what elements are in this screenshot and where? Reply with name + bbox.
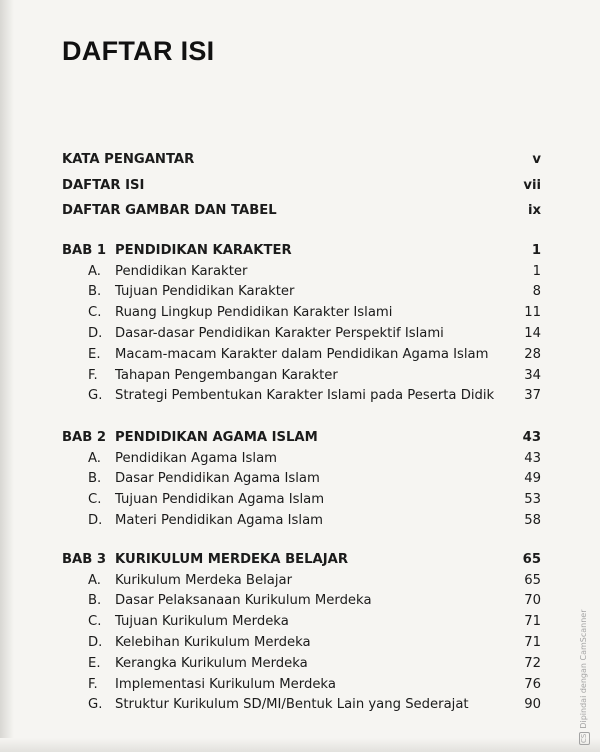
section-letter: A. bbox=[88, 450, 101, 466]
section-title: Dasar-dasar Pendidikan Karakter Perspektif Islami bbox=[115, 325, 444, 341]
toc-section-entry[interactable] bbox=[62, 366, 541, 386]
toc-section-entry[interactable] bbox=[62, 695, 541, 715]
toc-page-number: v bbox=[532, 152, 541, 167]
section-title: Implementasi Kurikulum Merdeka bbox=[115, 676, 336, 692]
toc-page-number: 53 bbox=[524, 492, 541, 508]
toc-section-entry[interactable] bbox=[62, 612, 541, 632]
section-title: Dasar Pendidikan Agama Islam bbox=[115, 471, 320, 487]
toc-entry-title: DAFTAR ISI bbox=[62, 177, 145, 193]
toc-section-entry[interactable] bbox=[62, 345, 541, 365]
section-letter: G. bbox=[88, 388, 103, 404]
toc-section-entry[interactable] bbox=[62, 282, 541, 302]
section-title: Tujuan Pendidikan Agama Islam bbox=[115, 492, 325, 508]
section-letter: D. bbox=[88, 634, 103, 650]
toc-page-number: 58 bbox=[524, 512, 541, 528]
section-title: Pendidikan Agama Islam bbox=[115, 450, 278, 466]
toc-page-number: 72 bbox=[524, 655, 541, 671]
toc-section-entry[interactable] bbox=[62, 571, 541, 591]
section-title: Kurikulum Merdeka Belajar bbox=[115, 572, 292, 588]
chapter-number: BAB 1 bbox=[62, 243, 107, 258]
section-letter: C. bbox=[88, 492, 102, 508]
section-letter: E. bbox=[88, 655, 101, 671]
section-title: Tujuan Pendidikan Karakter bbox=[115, 284, 295, 300]
chapter-number: BAB 3 bbox=[62, 552, 107, 567]
toc-page-number: 65 bbox=[524, 572, 541, 588]
section-title: Kerangka Kurikulum Merdeka bbox=[115, 655, 308, 671]
toc-page-number: 1 bbox=[532, 263, 541, 279]
section-title: Dasar Pelaksanaan Kurikulum Merdeka bbox=[115, 593, 372, 609]
chapter-title: KURIKULUM MERDEKA BELAJAR bbox=[115, 552, 349, 567]
toc-section-entry[interactable] bbox=[62, 490, 541, 510]
toc-page-number: 8 bbox=[532, 284, 541, 300]
toc-section-entry[interactable] bbox=[62, 469, 541, 489]
section-title: Macam-macam Karakter dalam Pendidikan Agama Islam bbox=[115, 346, 489, 362]
chapter-title: PENDIDIKAN KARAKTER bbox=[115, 243, 292, 258]
watermark-text: Dipindai dengan CamScanner bbox=[579, 609, 588, 729]
toc-section-entry[interactable] bbox=[62, 511, 541, 531]
toc-section-entry[interactable] bbox=[62, 633, 541, 653]
toc-entry-title: KATA PENGANTAR bbox=[62, 152, 195, 167]
section-letter: F. bbox=[88, 676, 98, 692]
toc-chapter-heading[interactable] bbox=[62, 428, 541, 448]
section-letter: G. bbox=[88, 697, 103, 713]
section-letter: D. bbox=[88, 325, 103, 341]
toc-page-number: vii bbox=[523, 177, 541, 193]
toc-front-entry[interactable] bbox=[62, 150, 541, 170]
camscanner-icon: CS bbox=[580, 733, 588, 743]
chapter-number: BAB 2 bbox=[62, 430, 107, 445]
section-title: Strategi Pembentukan Karakter Islami pada Peserta Didik bbox=[115, 388, 495, 404]
toc-chapter-heading[interactable] bbox=[62, 550, 541, 570]
toc-chapter-heading[interactable] bbox=[62, 241, 541, 261]
toc-front-entry[interactable] bbox=[62, 201, 541, 221]
toc-page-number: 70 bbox=[524, 593, 541, 609]
toc-page-number: 49 bbox=[524, 471, 541, 487]
section-title: Struktur Kurikulum SD/MI/Bentuk Lain yang Sederajat bbox=[115, 697, 469, 713]
section-letter: A. bbox=[88, 263, 101, 279]
toc-section-entry[interactable] bbox=[62, 654, 541, 674]
toc-section-entry[interactable] bbox=[62, 262, 541, 282]
toc-section-entry[interactable] bbox=[62, 449, 541, 469]
toc-page-number: 14 bbox=[524, 325, 541, 341]
toc-section-entry[interactable] bbox=[62, 386, 541, 406]
toc-page-number: 65 bbox=[522, 552, 541, 567]
toc-page-number: 76 bbox=[524, 676, 541, 692]
section-letter: B. bbox=[88, 593, 102, 609]
section-letter: C. bbox=[88, 305, 102, 321]
toc-page-number: 43 bbox=[524, 450, 541, 466]
section-title: Pendidikan Karakter bbox=[115, 263, 248, 279]
section-letter: C. bbox=[88, 614, 102, 630]
scanner-watermark bbox=[579, 609, 590, 745]
chapter-title: PENDIDIKAN AGAMA ISLAM bbox=[115, 430, 318, 445]
section-title: Materi Pendidikan Agama Islam bbox=[115, 512, 324, 528]
section-title: Kelebihan Kurikulum Merdeka bbox=[115, 634, 311, 650]
toc-page-number: 37 bbox=[524, 388, 541, 404]
toc-page-number: ix bbox=[527, 203, 541, 218]
section-letter: B. bbox=[88, 284, 102, 300]
toc-page-number: 71 bbox=[524, 634, 541, 650]
section-letter: B. bbox=[88, 471, 102, 487]
toc-page-number: 71 bbox=[524, 614, 541, 630]
toc-entry-title: DAFTAR GAMBAR DAN TABEL bbox=[62, 203, 277, 218]
toc-page-number: 43 bbox=[522, 430, 541, 445]
toc-page-number: 28 bbox=[524, 346, 541, 362]
section-title: Tujuan Kurikulum Merdeka bbox=[115, 614, 289, 630]
toc-page-number: 11 bbox=[524, 305, 541, 321]
section-letter: D. bbox=[88, 512, 103, 528]
toc-section-entry[interactable] bbox=[62, 324, 541, 344]
toc-page-number: 34 bbox=[524, 367, 541, 383]
section-letter: F. bbox=[88, 367, 98, 383]
section-letter: A. bbox=[88, 572, 101, 588]
toc-section-entry[interactable] bbox=[62, 303, 541, 323]
page-title: DAFTAR ISI bbox=[62, 36, 215, 66]
toc-page-number: 1 bbox=[531, 243, 541, 258]
section-title: Tahapan Pengembangan Karakter bbox=[115, 367, 338, 383]
section-title: Ruang Lingkup Pendidikan Karakter Islami bbox=[115, 305, 393, 321]
toc-section-entry[interactable] bbox=[62, 591, 541, 611]
toc-page-number: 90 bbox=[524, 697, 541, 713]
toc-front-entry[interactable] bbox=[62, 176, 541, 196]
section-letter: E. bbox=[88, 346, 101, 362]
toc-section-entry[interactable] bbox=[62, 675, 541, 695]
